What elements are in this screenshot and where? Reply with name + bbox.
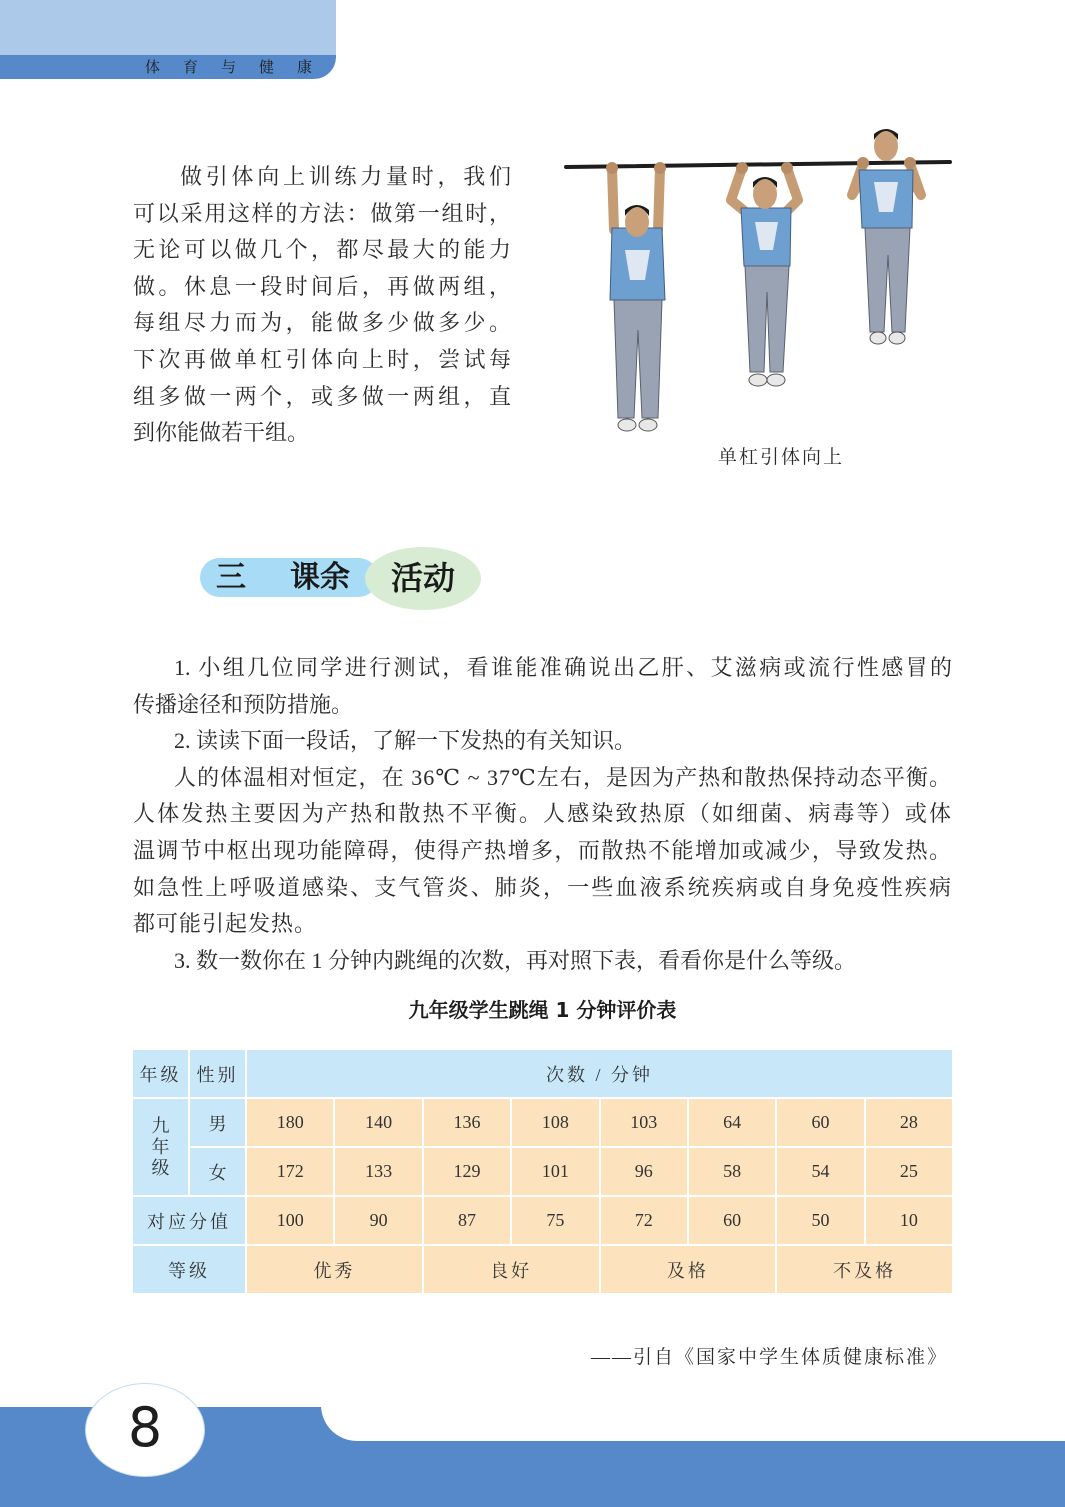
value-cell: 103 [600,1098,688,1147]
shoe-left [870,332,886,344]
text-line: 做。休息一段时间后，再做两组， [133,273,511,299]
score-cell: 10 [865,1196,953,1245]
level-cell-pass: 及格 [600,1245,777,1294]
header-grade: 年级 [132,1049,189,1098]
table-header-row [132,1049,953,1098]
text-line: 每组尽力而为，能做多少做多少。 [133,310,511,336]
grade-label: 九年级 [151,1115,170,1178]
activity-paragraphs [133,650,952,979]
table-row-level [132,1245,953,1294]
footer-notch [321,1405,1065,1441]
score-cell: 100 [246,1196,334,1245]
score-cell: 90 [334,1196,422,1245]
text-line: 做引体向上训练力量时，我们 [180,164,511,189]
arm-right [658,168,660,230]
activity-item-3: 3. 数一数你在 1 分钟内跳绳的次数，再对照下表，看看你是什么等级。 [174,947,857,973]
fever-text-line: 都可能引起发热。 [133,911,318,937]
level-cell-good: 良好 [423,1245,600,1294]
value-cell: 129 [423,1147,511,1196]
gender-cell: 女 [189,1147,246,1196]
table-title: 九年级学生跳绳 1 分钟评价表 [408,998,677,1022]
value-cell: 133 [334,1147,422,1196]
section-title-main: 活动 [390,559,455,597]
shoe-right [889,332,905,344]
value-cell: 140 [334,1098,422,1147]
pants [614,300,662,418]
value-cell: 64 [688,1098,776,1147]
text-line: 下次再做单杠引体向上时，尝试每 [133,346,511,372]
score-cell: 72 [600,1196,688,1245]
pullup-illustration [560,125,960,445]
score-cell: 50 [776,1196,864,1245]
arm-left [612,168,614,230]
fever-text-line: 人的体温相对恒定，在 36℃ ~ 37℃左右，是因为产热和散热保持动态平衡。 [174,764,952,790]
hand-left [857,157,869,169]
shoe-left [749,374,767,386]
level-cell-fail: 不及格 [776,1245,953,1294]
page-number: 8 [127,1396,163,1459]
value-cell: 172 [246,1147,334,1196]
figure-caption: 单杠引体向上 [717,447,844,468]
shoe-right [767,374,785,386]
table-row-male [132,1098,953,1147]
value-cell: 180 [246,1098,334,1147]
activity-item-2: 2. 读读下面一段话，了解一下发热的有关知识。 [174,728,637,754]
person-half-pull [731,162,798,386]
value-cell: 96 [600,1147,688,1196]
hand-right [654,162,666,174]
hand-right [904,157,916,169]
value-cell: 25 [865,1147,953,1196]
book-title: 体育与健康 [145,58,336,76]
value-cell: 136 [423,1098,511,1147]
activity-item-1-cont: 传播途径和预防措施。 [133,691,354,717]
header-gender: 性别 [189,1049,246,1098]
grade-cell [132,1098,189,1196]
table-row-female [132,1147,953,1196]
header-unit: 次数 / 分钟 [246,1049,953,1098]
shoe-right [639,419,657,431]
head [753,179,777,209]
text-line: 到你能做若干组。 [133,420,310,446]
gender-cell: 男 [189,1098,246,1147]
fever-text-line: 温调节中枢出现功能障碍，使得产热增多，而散热不能增加或减少，导致发热。 [133,837,952,863]
text-line: 组多做一两个，或多做一两组，直 [133,383,511,409]
pants [745,266,789,372]
pullup-paragraph [133,159,511,452]
activity-item-1: 1. 小组几位同学进行测试，看谁能准确说出乙肝、艾滋病或流行性感冒的 [174,655,952,680]
arm-right [784,168,798,214]
value-cell: 60 [776,1098,864,1147]
fever-text-line: 如急性上呼吸道感染、支气管炎、肺炎，一些血液系统疾病或自身免疫性疾病 [133,874,952,900]
level-cell-excellent: 优秀 [246,1245,423,1294]
head [625,207,649,237]
fever-text-line: 人体发热主要因为产热和散热不平衡。人感染致热原（如细菌、病毒等）或体 [133,801,952,827]
hand-left [736,162,748,174]
citation: ——引自《国家中学生体质健康标准》 [590,1347,948,1368]
score-label: 对应分值 [132,1196,246,1245]
text-line: 无论可以做几个，都尽最大的能力 [133,237,511,263]
value-cell: 108 [511,1098,599,1147]
text-line: 可以采用这样的方法：做第一组时， [133,200,511,226]
value-cell: 54 [776,1147,864,1196]
shoe-left [618,419,636,431]
arm-left [731,168,748,214]
person-dead-hang [606,162,666,431]
value-cell: 101 [511,1147,599,1196]
score-cell: 60 [688,1196,776,1245]
section-title-prefix: 课余 [290,560,350,595]
section-number: 三 [216,560,246,595]
hand-left [606,162,618,174]
jump-rope-grade-table [131,1048,954,1295]
hand-right [781,162,793,174]
pants [865,228,910,332]
head [874,131,898,161]
pullup-bar [566,162,950,167]
level-label: 等级 [132,1245,246,1294]
header-banner [0,0,336,58]
value-cell: 58 [688,1147,776,1196]
score-cell: 75 [511,1196,599,1245]
table-row-score [132,1196,953,1245]
value-cell: 28 [865,1098,953,1147]
score-cell: 87 [423,1196,511,1245]
